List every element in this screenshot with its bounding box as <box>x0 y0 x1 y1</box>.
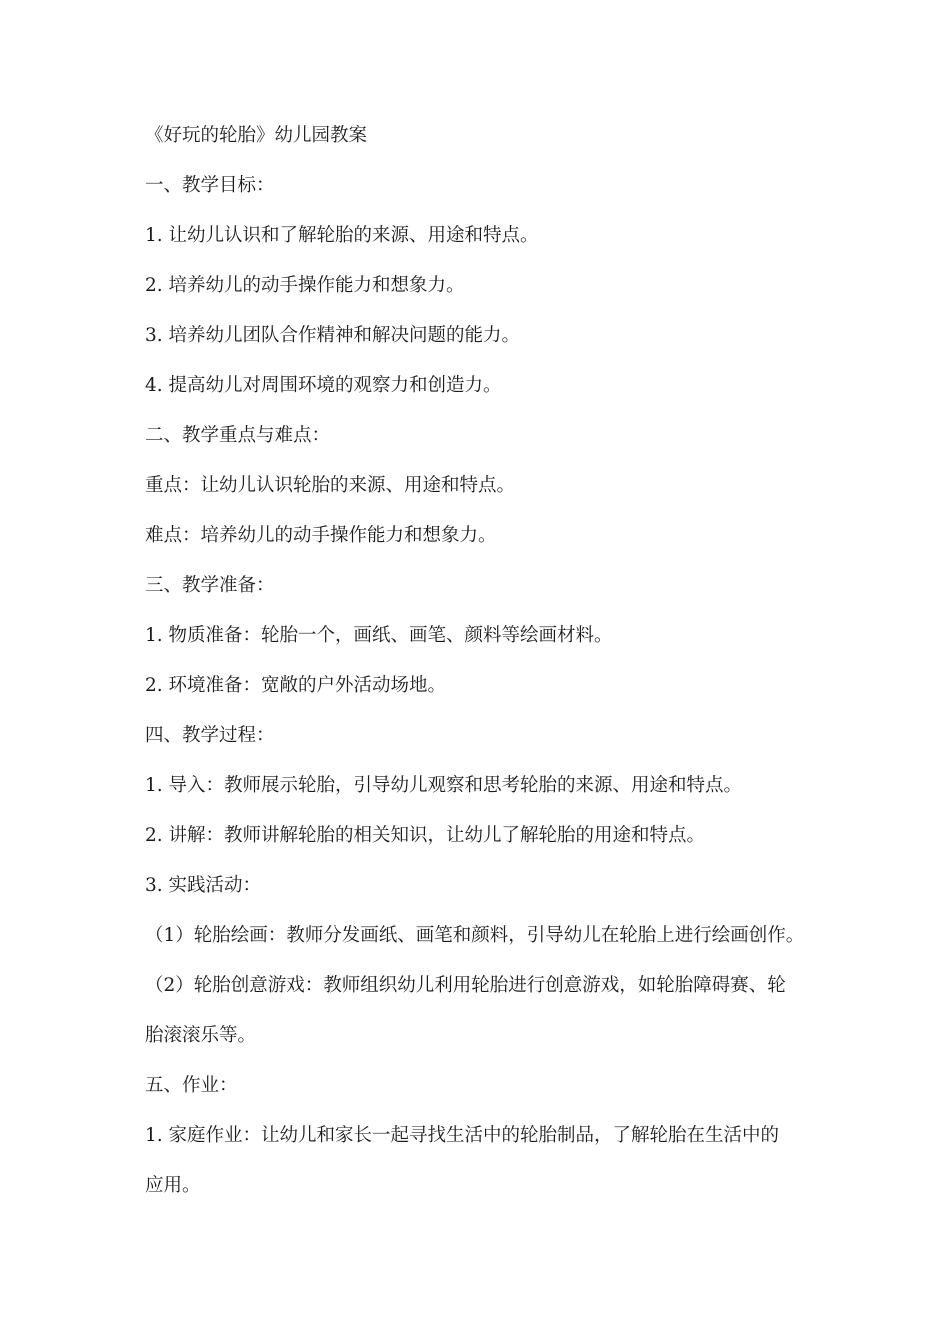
homework-item-continuation: 应用。 <box>145 1175 201 1196</box>
section-heading-process: 四、教学过程： <box>145 725 275 746</box>
section-heading-homework: 五、作业： <box>145 1075 238 1096</box>
preparation-item: 2. 环境准备：宽敞的户外活动场地。 <box>145 675 447 696</box>
preparation-item: 1. 物质准备：轮胎一个，画纸、画笔、颜料等绘画材料。 <box>145 625 613 646</box>
homework-item: 1. 家庭作业：让幼儿和家长一起寻找生活中的轮胎制品，了解轮胎在生活中的 <box>145 1125 780 1146</box>
objective-item: 4. 提高幼儿对周围环境的观察力和创造力。 <box>145 375 502 396</box>
key-point-text: 重点：让幼儿认识轮胎的来源、用途和特点。 <box>145 475 516 496</box>
objective-item: 2. 培养幼儿的动手操作能力和想象力。 <box>145 275 465 296</box>
activity-item: （2）轮胎创意游戏：教师组织幼儿利用轮胎进行创意游戏，如轮胎障碍赛、轮 <box>145 975 786 996</box>
activity-item-continuation: 胎滚滚乐等。 <box>145 1025 257 1046</box>
objective-item: 3. 培养幼儿团队合作精神和解决问题的能力。 <box>145 325 521 346</box>
difficulty-text: 难点：培养幼儿的动手操作能力和想象力。 <box>145 525 497 546</box>
section-heading-preparation: 三、教学准备： <box>145 575 275 596</box>
process-item: 2. 讲解：教师讲解轮胎的相关知识，让幼儿了解轮胎的用途和特点。 <box>145 825 706 846</box>
process-item: 3. 实践活动： <box>145 875 262 896</box>
section-heading-objectives: 一、教学目标： <box>145 175 275 196</box>
process-item: 1. 导入：教师展示轮胎，引导幼儿观察和思考轮胎的来源、用途和特点。 <box>145 775 743 796</box>
objective-item: 1. 让幼儿认识和了解轮胎的来源、用途和特点。 <box>145 225 539 246</box>
document-title: 《好玩的轮胎》幼儿园教案 <box>145 125 368 146</box>
section-heading-key-points: 二、教学重点与难点： <box>145 425 331 446</box>
activity-item: （1）轮胎绘画：教师分发画纸、画笔和颜料，引导幼儿在轮胎上进行绘画创作。 <box>145 925 805 946</box>
